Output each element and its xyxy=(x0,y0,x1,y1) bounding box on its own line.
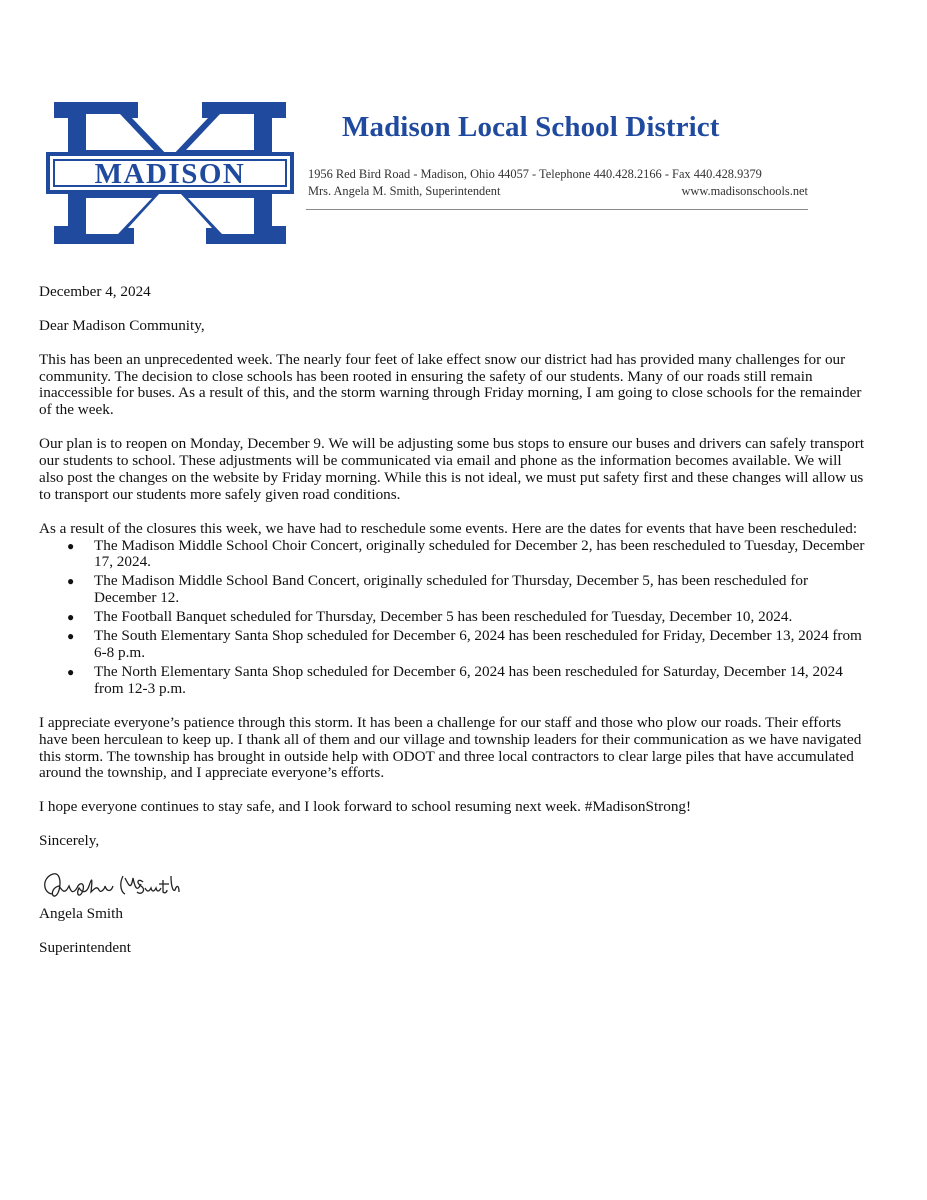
bullet-icon: ● xyxy=(67,664,75,679)
address-line: 1956 Red Bird Road - Madison, Ohio 44057 - Telephone 440.428.2166 - Fax 440.428.9379 xyxy=(308,167,762,181)
letterhead-contact xyxy=(308,166,808,199)
paragraph-3-intro: As a result of the closures this week, we have had to reschedule some events. Here are the dates for events that have been rescheduled: xyxy=(39,519,858,537)
superintendent-line: Mrs. Angela M. Smith, Superintendent xyxy=(308,183,501,198)
bullet-icon: ● xyxy=(67,538,75,553)
event-text: The Madison Middle School Band Concert, originally scheduled for Thursday, December 5, has been rescheduled for December 12. xyxy=(94,572,809,607)
letter-date: December 4, 2024 xyxy=(39,283,151,300)
rescheduled-events-list xyxy=(39,538,869,698)
bullet-icon: ● xyxy=(67,574,75,589)
paragraph-4: I appreciate everyone’s patience through this storm. It has been a challenge for our staff and those who plow our roads. Their efforts have been herculean to keep up. I thank all of them and our village and township leaders for their communication as we have navigated this storm. The township has brought in outside help with ODOT and three local contractors to clear large piles that have accumulated around the township, and I appreciate everyone’s efforts. xyxy=(39,713,862,782)
letterhead-divider xyxy=(306,209,808,210)
letter-body xyxy=(39,284,869,974)
org-name: Madison Local School District xyxy=(342,111,720,143)
event-text: The Madison Middle School Choir Concert, originally scheduled for December 2, has been rescheduled to Tuesday, December 17, 2024. xyxy=(94,536,865,571)
letter-closing: Sincerely, xyxy=(39,832,100,849)
madison-logo xyxy=(46,100,294,246)
website-link[interactable]: www.madisonschools.net xyxy=(681,183,808,198)
paragraph-2: Our plan is to reopen on Monday, December 9. We will be adjusting some bus stops to ensure our buses and drivers can safely transport our students to school. These adjustments will be communicated via email and phone as the information becomes available. We will also post the changes on the website by Friday morning. While this is not ideal, we must put safety first and these changes will allow us to transport our students more safely given road conditions. xyxy=(39,435,865,503)
list-item xyxy=(67,536,869,572)
signer-name: Angela Smith xyxy=(39,904,123,922)
event-text: The Football Banquet scheduled for Thursday, December 5 has been rescheduled for Tuesday, December 10, 2024. xyxy=(94,608,793,626)
paragraph-5: I hope everyone continues to stay safe, and I look forward to school resuming next week. #MadisonStrong! xyxy=(39,798,692,816)
logo-text: MADISON xyxy=(94,158,246,190)
signature-image xyxy=(39,864,189,906)
bullet-icon: ● xyxy=(67,629,75,644)
event-text: The North Elementary Santa Shop scheduled for December 6, 2024 has been rescheduled for Saturday, December 14, 2024 from 12-3 p.m. xyxy=(94,662,843,697)
paragraph-1: This has been an unprecedented week. The nearly four feet of lake effect snow our district had has provided many challenges for our community. The decision to close schools has been rooted in ensuring the safety of our students. Many of our roads still remain inaccessible for buses. As a result of this, and the storm warning through Friday morning, I am going to close schools for the remainder of the week. xyxy=(39,350,862,419)
letter-greeting: Dear Madison Community, xyxy=(39,316,205,334)
event-text: The South Elementary Santa Shop scheduled for December 6, 2024 has been rescheduled for Friday, December 13, 2024 from 6-8 p.m. xyxy=(94,627,862,661)
bullet-icon: ● xyxy=(67,610,75,625)
list-item xyxy=(67,608,869,626)
signer-title: Superintendent xyxy=(39,938,131,956)
list-item xyxy=(67,662,869,698)
list-item xyxy=(67,627,869,662)
list-item xyxy=(67,572,869,607)
